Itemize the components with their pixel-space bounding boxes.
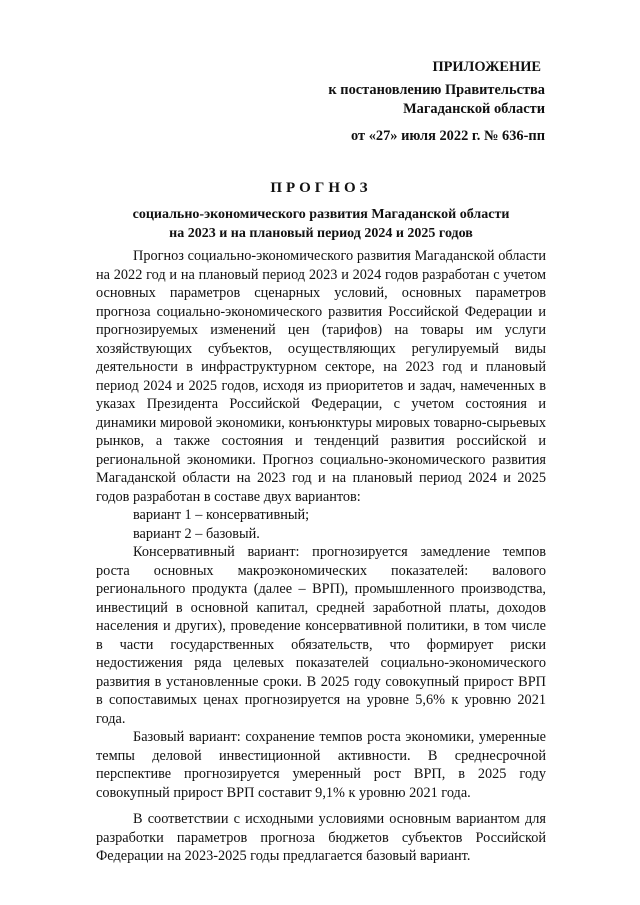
paragraph-conclusion: В соответствии с исходными условиями основным вариантом для разработки параметров прогноза бюджетов субъектов Российской Федерации на 2023-2025 годы предлагается базовый вариант. — [96, 811, 546, 864]
variant-2-item: вариант 2 – базовый. — [133, 525, 260, 542]
variant-1-item: вариант 1 – консервативный; — [133, 507, 310, 523]
paragraph-intro: Прогноз социально-экономического развития Магаданской области на 2022 год и на плановый период 2023 и 2024 годов разработан с учетом основных параметров сценарных условий, основных параметров прогноза социально-экономического развития Российской Федерации и прогнозируемых изменений цен (тарифов) на товары им услуги хозяйствующих субъектов, осуществляющих регулируемый виды деятельности в инфраструктурном секторе, на 2023 год и плановый период 2024 и 2025 годов, исходя из приоритетов и задач, намеченных в указах Президента Российской Федерации, с учетом состояния и динамики мировой экономики, конъюнктуры мировых товарно-сырьевых рынков, а также состояния и тенденций развития российской и региональной экономики. Прогноз социально-экономического развития Магаданской области на 2023 год и на плановый период 2024 и 2025 годов разработан в составе двух вариантов: — [96, 248, 546, 505]
appendix-title: ПРИЛОЖЕНИЕ — [432, 59, 541, 75]
document-subtitle-1: социально-экономического развития Магаданской области — [132, 207, 510, 222]
document-heading — [96, 180, 546, 243]
appendix-date-line: от «27» июля 2022 г. № 636-пп — [351, 128, 545, 144]
document-title: ПРОГНОЗ — [270, 180, 372, 196]
appendix-line-3: Магаданской области — [403, 101, 545, 117]
paragraph-base: Базовый вариант: сохранение темпов роста экономики, умеренные темпы деловой инвестиционной активности. В среднесрочной перспективе прогнозируется умеренный рост ВРП, в 2025 году совокупный прирост ВРП составит 9,1% к уровню 2021 года. — [96, 729, 546, 801]
appendix-block — [285, 58, 545, 146]
document-body — [96, 247, 546, 866]
appendix-line-2: к постановлению Правительства — [328, 82, 545, 98]
document-subtitle-2: на 2023 и на плановый период 2024 и 2025 годов — [169, 225, 473, 241]
paragraph-conservative: Консервативный вариант: прогнозируется замедление темпов роста основных макроэкономических показателей: валового регионального продукта (далее – ВРП), промышленного производства, инвестиций в основной капитал, средней заработной платы, доходов населения и других), проведение консервативной политики, в том числе в части государственных обязательств, что формирует риски недостижения ряда целевых показателей социально-экономического развития в установленные сроки. В 2025 году совокупный прирост ВРП в сопоставимых ценах прогнозируется на уровне 5,6% к уровню 2021 года. — [96, 544, 546, 727]
